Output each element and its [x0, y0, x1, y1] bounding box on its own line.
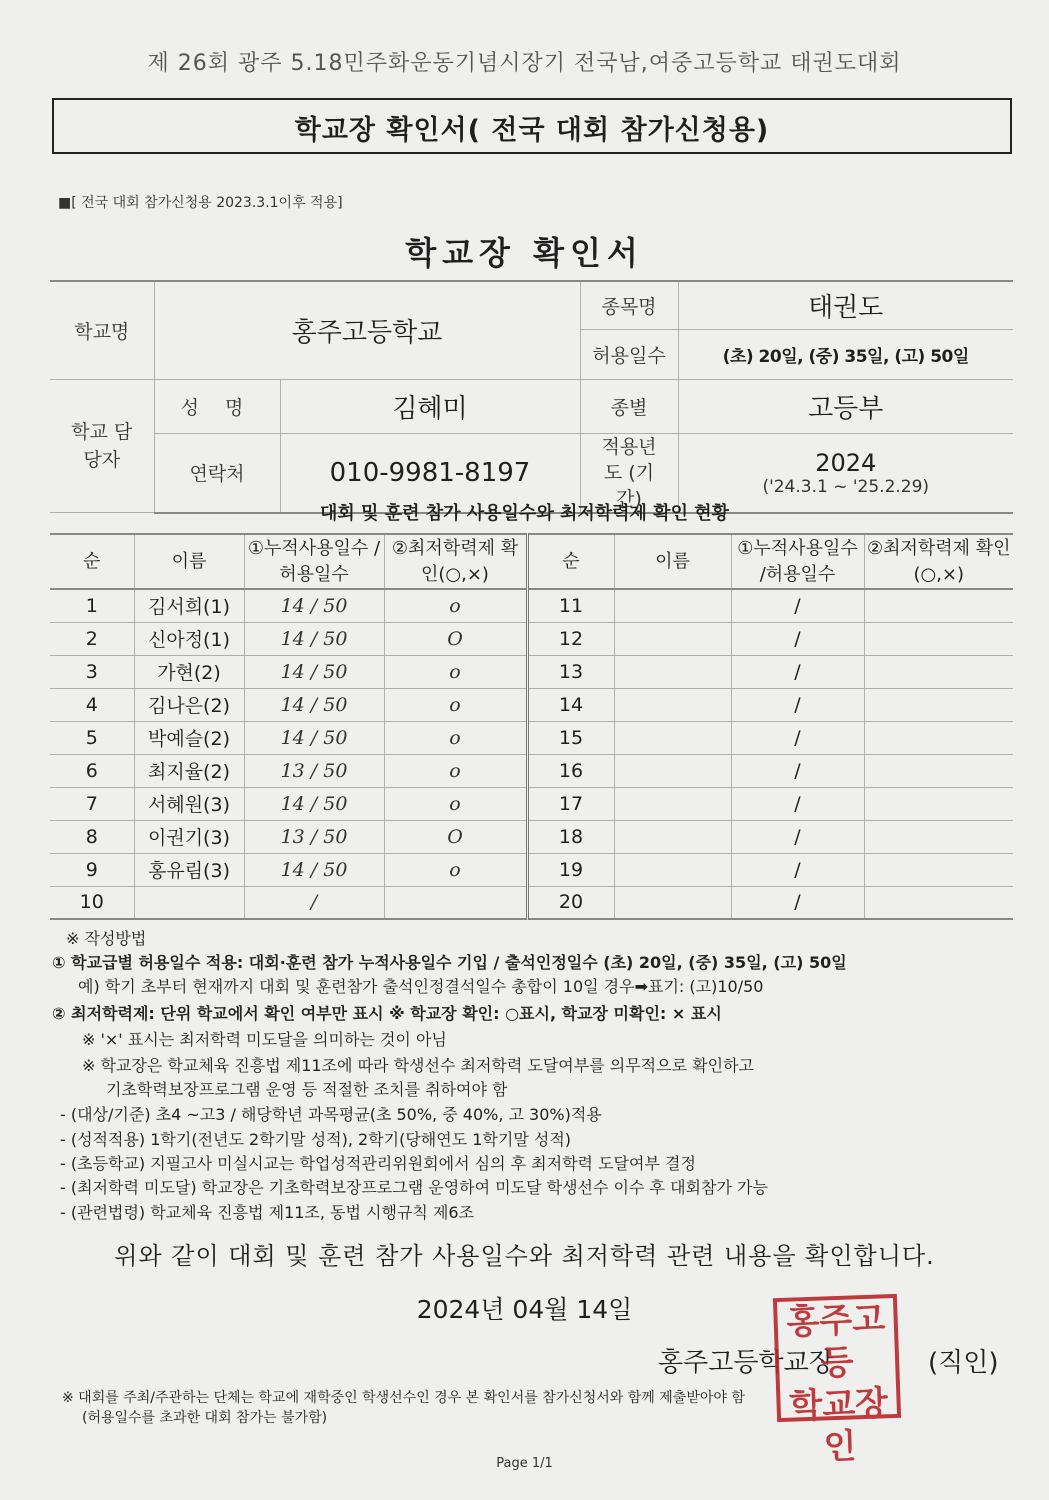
used-days-text: /	[310, 693, 318, 716]
row-no-text: 3	[85, 660, 98, 683]
row-no-text: 9	[85, 858, 98, 881]
student-name-right	[614, 853, 731, 886]
min-check-text: o	[449, 594, 461, 617]
event-title: 제 26회 광주 5.18민주화운동기념시장기 전국남,여중고등학교 태권도대회	[147, 51, 902, 76]
used-days-text: 50	[323, 594, 348, 617]
footnote	[62, 1388, 1012, 1428]
status-title: 대회 및 훈련 참가 사용일수와 최저학력제 확인 현황	[319, 503, 729, 524]
used-days-text: /	[310, 627, 318, 650]
min-check-text: O	[447, 627, 463, 650]
used-days-text: 50	[323, 627, 348, 650]
used-days-text: 50	[323, 726, 348, 749]
issue-date: 2024년 04월 14일	[416, 1295, 633, 1324]
used-days-right	[731, 886, 864, 919]
note-3: ※ '×' 표시는 최저학력 미도달을 의미하는 것이 아님	[82, 1030, 447, 1049]
student-name-text: 최지율(2)	[148, 761, 230, 783]
row-no-right-text: 11	[558, 594, 584, 617]
conclusion: 위와 같이 대회 및 훈련 참가 사용일수와 최저학력 관련 내용을 확인합니다.	[114, 1242, 935, 1270]
used-days-right-text: /	[794, 726, 801, 749]
used-days	[244, 721, 384, 754]
row-no-right-text: 16	[558, 759, 584, 782]
student-name-text: 서혜원(3)	[148, 794, 230, 816]
allowed-days-value: (초) 20일, (중) 35일, (고) 50일	[678, 329, 1013, 379]
student-name-right	[614, 655, 731, 688]
used-days-text: 50	[323, 792, 348, 815]
student-name-right	[614, 622, 731, 655]
student-name-text: 가현(2)	[157, 662, 221, 684]
school-label: 학교명	[50, 281, 154, 379]
period-value: ('24.3.1 ~ '25.2.29)	[762, 476, 930, 497]
table-row	[50, 886, 1013, 919]
event-label: 종목명	[580, 281, 678, 329]
min-check-text: o	[449, 726, 461, 749]
used-days-text: /	[310, 726, 318, 749]
used-days-text: 14	[280, 627, 305, 650]
student-name	[134, 622, 244, 655]
min-check-right	[864, 787, 1013, 820]
row-no-right-text: 20	[558, 891, 584, 914]
used-days-text: /	[310, 792, 318, 815]
used-days-text: 50	[323, 759, 348, 782]
used-days-text: 50	[323, 660, 348, 683]
table-row	[50, 721, 1013, 754]
used-days	[244, 655, 384, 688]
row-no-right	[527, 820, 614, 853]
header-days-right: ①누적사용일수 /허용일수	[731, 534, 864, 589]
used-days-right-text: /	[794, 693, 801, 716]
header-name-right: 이름	[614, 534, 731, 589]
used-days-text: /	[310, 858, 318, 881]
min-check-text: o	[449, 858, 461, 881]
row-no-text: 10	[79, 891, 104, 914]
row-no	[50, 886, 134, 919]
min-check	[384, 820, 527, 853]
event-value: 태권도	[678, 281, 1013, 329]
used-days-text: 50	[323, 693, 348, 716]
student-name	[134, 655, 244, 688]
student-name	[134, 787, 244, 820]
used-days-right	[731, 622, 864, 655]
min-check	[384, 754, 527, 787]
used-days-text: /	[310, 660, 318, 683]
row-no-text: 2	[85, 627, 98, 650]
detail-1: - (대상/기준) 초4 ~고3 / 해당학년 과목평균(초 50%, 중 40%, 고 30%)적용	[60, 1105, 602, 1124]
row-no-right	[527, 688, 614, 721]
row-no-right-text: 18	[558, 825, 584, 848]
used-days-right	[731, 688, 864, 721]
table-row	[50, 820, 1013, 853]
student-name-right	[614, 688, 731, 721]
min-check-text: o	[449, 759, 461, 782]
row-no-right	[527, 787, 614, 820]
table-row	[50, 589, 1013, 622]
row-no-right	[527, 655, 614, 688]
contact-value: 010-9981-8197	[280, 433, 580, 513]
student-name-text: 김나은(2)	[148, 695, 230, 717]
row-no-right	[527, 622, 614, 655]
used-days-right	[731, 787, 864, 820]
min-check-right	[864, 721, 1013, 754]
min-check	[384, 688, 527, 721]
used-days-text: 13	[280, 825, 305, 848]
used-days-text: 13	[280, 759, 305, 782]
student-name-right	[614, 754, 731, 787]
student-name	[134, 754, 244, 787]
row-no-right-text: 17	[558, 792, 584, 815]
row-no	[50, 688, 134, 721]
row-no	[50, 721, 134, 754]
student-name-right	[614, 589, 731, 622]
student-table	[50, 533, 1013, 920]
student-name	[134, 886, 244, 919]
used-days-text: 14	[280, 660, 305, 683]
manager-name: 김혜미	[280, 379, 580, 433]
student-name-text: 박예슬(2)	[148, 728, 230, 750]
min-check	[384, 589, 527, 622]
table-row	[50, 754, 1013, 787]
note-1: ① 학교급별 허용일수 적용: 대회·훈련 참가 누적사용일수 기입 / 출석인정일수 (초) 20일, (중) 35일, (고) 50일	[52, 953, 847, 972]
student-name-text: 홍유림(3)	[148, 860, 230, 882]
student-name	[134, 589, 244, 622]
min-check-right	[864, 853, 1013, 886]
row-no-text: 6	[85, 759, 98, 782]
row-no	[50, 787, 134, 820]
used-days-right	[731, 754, 864, 787]
used-days-text: /	[310, 825, 318, 848]
student-name-right	[614, 886, 731, 919]
used-days-right-text: /	[794, 891, 801, 914]
used-days-right	[731, 589, 864, 622]
row-no	[50, 853, 134, 886]
student-name-text: 이권기(3)	[148, 827, 230, 849]
student-name-right	[614, 820, 731, 853]
used-days-text: 14	[280, 858, 305, 881]
min-check-text: O	[447, 825, 463, 848]
row-no-text: 7	[85, 792, 98, 815]
row-no-right	[527, 589, 614, 622]
detail-5: - (관련법령) 학교체육 진흥법 제11조, 동법 시행규칙 제6조	[60, 1203, 475, 1222]
used-days-right-text: /	[794, 594, 801, 617]
detail-4: - (최저학력 미도달) 학교장은 기초학력보장프로그램 운영하여 미도달 학생선수 이수 후 대회참가 가능	[60, 1178, 768, 1197]
division-value: 고등부	[678, 379, 1013, 433]
row-no-right-text: 15	[558, 726, 584, 749]
min-check	[384, 622, 527, 655]
used-days-text: 50	[323, 825, 348, 848]
used-days	[244, 754, 384, 787]
seal-label: (직인)	[928, 1348, 999, 1378]
table-row	[50, 787, 1013, 820]
used-days-text: /	[310, 891, 318, 914]
used-days-right-text: /	[794, 825, 801, 848]
min-check-text: o	[449, 660, 461, 683]
min-check-right	[864, 589, 1013, 622]
used-days-right	[731, 721, 864, 754]
used-days	[244, 853, 384, 886]
school-name: 홍주고등학교	[154, 281, 580, 379]
note-4: ※ 학교장은 학교체육 진흥법 제11조에 따라 학생선수 최저학력 도달여부를 의무적으로 확인하고	[82, 1056, 754, 1075]
used-days-right-text: /	[794, 660, 801, 683]
min-check	[384, 721, 527, 754]
detail-3: - (초등학교) 지필고사 미실시교는 학업성적관리위원회에서 심의 후 최저학력 도달여부 결정	[60, 1154, 696, 1173]
table-row	[50, 622, 1013, 655]
used-days-right	[731, 820, 864, 853]
row-no-right	[527, 853, 614, 886]
row-no-right-text: 14	[558, 693, 584, 716]
min-check	[384, 853, 527, 886]
header-no: 순	[50, 534, 134, 589]
student-name	[134, 688, 244, 721]
info-table	[50, 280, 1013, 514]
year-label: 적용년도 (기간)	[580, 433, 678, 513]
note-1-example: 예) 학기 초부터 현재까지 대회 및 훈련참가 출석인정결석일수 총합이 10일 경우➡표기: (고)10/50	[78, 977, 764, 996]
year-value: 2024	[815, 448, 877, 477]
row-no-right	[527, 886, 614, 919]
used-days	[244, 787, 384, 820]
used-days	[244, 589, 384, 622]
row-no-right-text: 12	[558, 627, 584, 650]
student-name-text: 김서희(1)	[148, 596, 230, 619]
row-no	[50, 622, 134, 655]
main-title: 학교장 확인서	[405, 234, 644, 272]
student-name	[134, 721, 244, 754]
student-name	[134, 820, 244, 853]
row-no	[50, 655, 134, 688]
used-days-text: /	[310, 759, 318, 782]
min-check-text: o	[449, 693, 461, 716]
signer: 홍주고등학교장	[658, 1348, 834, 1378]
header-min: ②최저학력제 확인(○,×)	[384, 534, 527, 589]
used-days	[244, 688, 384, 721]
form-note: ■[ 전국 대회 참가신청용 2023.3.1이후 적용]	[58, 195, 343, 211]
form-title: 학교장 확인서( 전국 대회 참가신청용)	[294, 115, 770, 146]
name-label: 성 명	[154, 379, 280, 433]
page-number: Page 1/1	[496, 1456, 553, 1471]
row-no-text: 5	[85, 726, 98, 749]
footnote-line-2: (허용일수를 초과한 대회 참가는 불가함)	[82, 1410, 328, 1426]
header-days: ①누적사용일수 /허용일수	[244, 534, 384, 589]
used-days-right-text: /	[794, 858, 801, 881]
row-no-right	[527, 754, 614, 787]
row-no-text: 1	[85, 594, 98, 617]
table-row	[50, 688, 1013, 721]
row-no	[50, 820, 134, 853]
student-name	[134, 853, 244, 886]
used-days-right	[731, 853, 864, 886]
notes-heading: ※ 작성방법	[66, 929, 147, 948]
min-check-right	[864, 655, 1013, 688]
student-name-right	[614, 787, 731, 820]
used-days-text: 14	[280, 594, 305, 617]
footnote-line-1: ※ 대회를 주최/주관하는 단체는 학교에 재학중인 학생선수인 경우 본 확인서를 참가신청서와 함께 제출받아야 함	[62, 1390, 745, 1406]
min-check	[384, 655, 527, 688]
min-check-right	[864, 754, 1013, 787]
used-days	[244, 886, 384, 919]
row-no-text: 8	[85, 825, 98, 848]
row-no-right-text: 13	[558, 660, 584, 683]
used-days-text: 14	[280, 726, 305, 749]
min-check	[384, 787, 527, 820]
used-days-text: 14	[280, 693, 305, 716]
row-no	[50, 589, 134, 622]
header-min-right: ②최저학력제 확인(○,×)	[864, 534, 1013, 589]
note-2: ② 최저학력제: 단위 학교에서 확인 여부만 표시 ※ 학교장 확인: ○표시, 학교장 미확인: × 표시	[52, 1004, 722, 1023]
min-check-text: o	[449, 792, 461, 815]
row-no	[50, 754, 134, 787]
min-check	[384, 886, 527, 919]
used-days	[244, 622, 384, 655]
header-name: 이름	[134, 534, 244, 589]
table-row	[50, 655, 1013, 688]
manager-label: 학교 담당자	[50, 379, 154, 513]
detail-2: - (성적적용) 1학기(전년도 2학기말 성적), 2학기(당해연도 1학기말 성적)	[60, 1130, 572, 1149]
used-days-right-text: /	[794, 627, 801, 650]
row-no-right-text: 19	[558, 858, 584, 881]
seal-line-2: 학교장인	[788, 1383, 889, 1468]
used-days	[244, 820, 384, 853]
used-days-right-text: /	[794, 792, 801, 815]
used-days-right	[731, 655, 864, 688]
allowed-days-label: 허용일수	[580, 329, 678, 379]
min-check-right	[864, 820, 1013, 853]
seal-line-1: 홍주고등	[785, 1299, 886, 1384]
min-check-right	[864, 688, 1013, 721]
table-row	[50, 853, 1013, 886]
used-days-text: /	[310, 594, 318, 617]
used-days-text: 14	[280, 792, 305, 815]
row-no-right	[527, 721, 614, 754]
header-no-right: 순	[527, 534, 614, 589]
used-days-text: 50	[323, 858, 348, 881]
student-name-text: 신아정(1)	[148, 629, 230, 651]
division-label: 종별	[580, 379, 678, 433]
note-4-cont: 기초학력보장프로그램 운영 등 적절한 조치를 취하여야 함	[106, 1080, 508, 1099]
student-name-right	[614, 721, 731, 754]
used-days-right-text: /	[794, 759, 801, 782]
min-check-right	[864, 622, 1013, 655]
row-no-text: 4	[85, 693, 98, 716]
min-check-right	[864, 886, 1013, 919]
contact-label: 연락처	[154, 433, 280, 513]
